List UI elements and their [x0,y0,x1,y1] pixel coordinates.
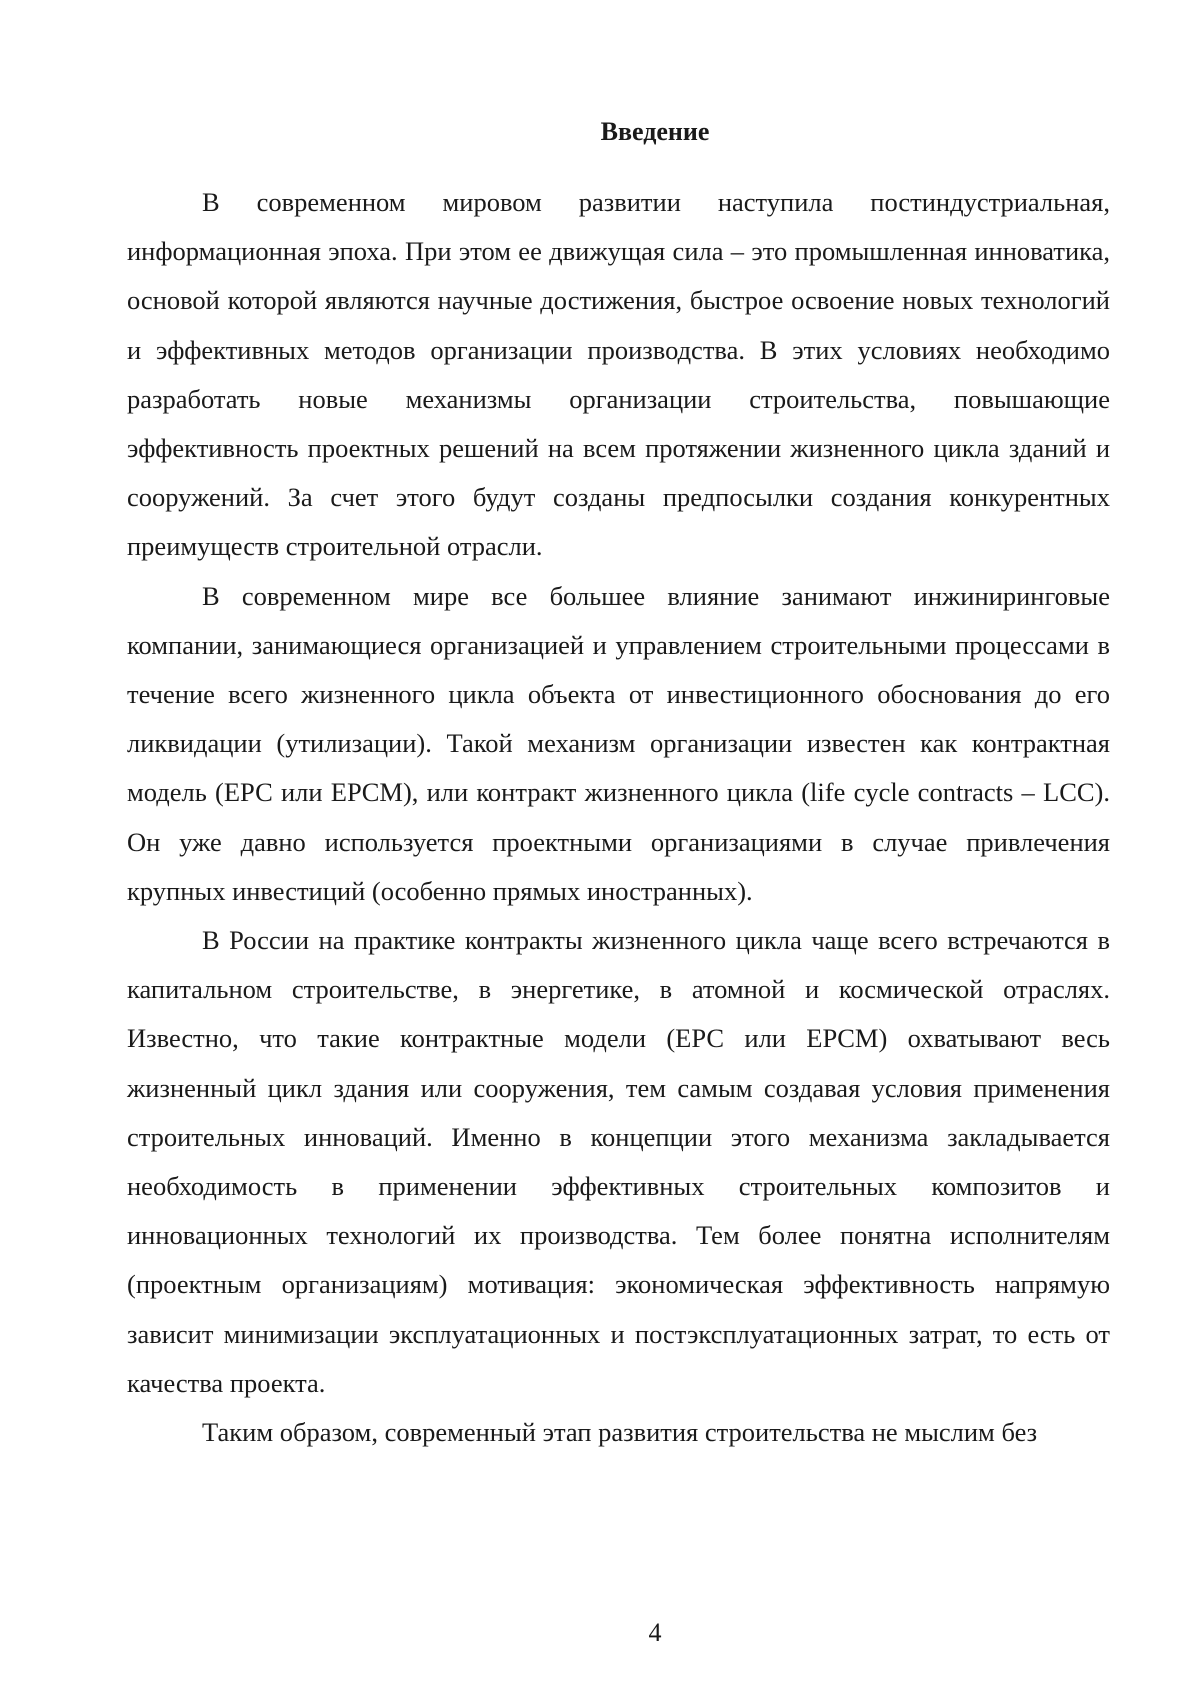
paragraph: В современном мире все большее влияние занимают инжиниринговые компании, занимающиеся организацией и управлением строительными процессами в течение всего жизненного цикла объекта от инвестиционного обоснования до его ликвидации (утилизации). Такой механизм организации известен как контрактная модель (ЕРС или EPCM), или контракт жизненного цикла (life cycle contracts – LCC). Он уже давно используется проектными организациями в случае привлечения крупных инвестиций (особенно прямых иностранных). [127,580,1110,906]
paragraph: В современном мировом развитии наступила постиндустриальная, информационная эпоха. При этом ее движущая сила – это промышленная инноватика, основой которой являются научные достижения, быстрое освоение новых технологий и эффективных методов организации производства. В этих условиях необходимо разработать новые механизмы организации строительства, повышающие эффективность проектных решений на всем протяжении жизненного цикла зданий и сооружений. За счет этого будут созданы предпосылки создания конкурентных преимуществ строительной отрасли. [127,187,1110,562]
section-heading: Введение [600,117,710,146]
paragraph: Таким образом, современный этап развития строительства не мыслим без [202,1417,1038,1448]
paragraph: В России на практике контракты жизненного цикла чаще всего встречаются в капитальном строительстве, в энергетике, в атомной и космической отраслях. Известно, что такие контрактные модели (ЕРС или EPCM) охватывают весь жизненный цикл здания или сооружения, тем самым создавая условия применения строительных инноваций. Именно в концепции этого механизма закладывается необходимость в применении эффективных строительных композитов и инновационных технологий их производства. Тем более понятна исполнителям (проектным организациям) мотивация: экономическая эффективность напрямую зависит минимизации эксплуатационных и постэксплуатационных затрат, то есть от качества проекта. [127,925,1110,1398]
body-text [127,178,1110,1457]
page-number: 4 [648,1618,662,1647]
